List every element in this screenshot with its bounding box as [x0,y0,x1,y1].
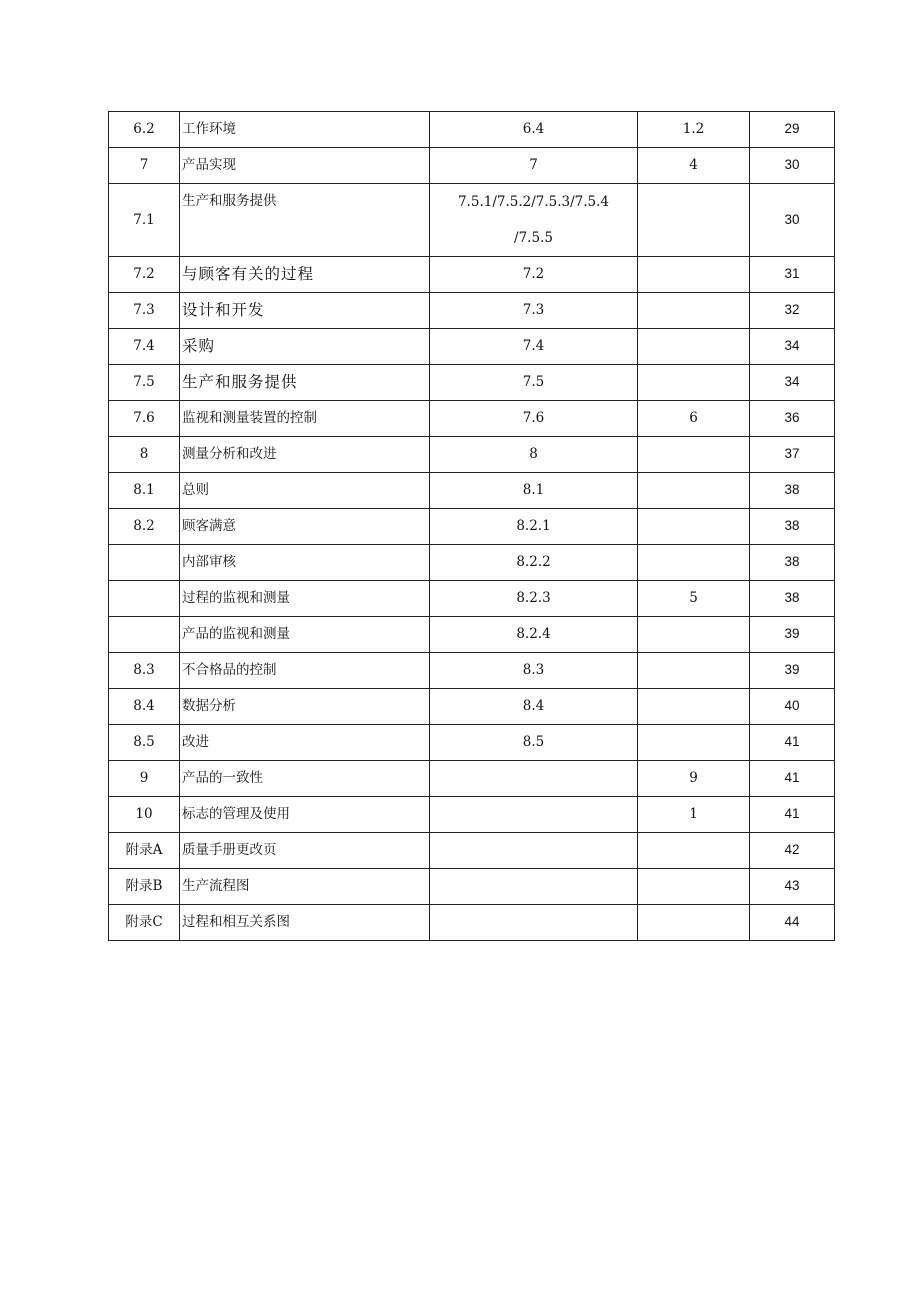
page-number: 31 [750,257,835,293]
table-row [109,509,835,545]
iso-reference: 7.4 [430,329,638,365]
iso-reference: 7.5 [430,365,638,401]
page-number: 37 [750,437,835,473]
table-row [109,437,835,473]
table-row [109,617,835,653]
other-reference: 1 [638,797,750,833]
iso-reference [430,761,638,797]
other-reference [638,293,750,329]
other-reference [638,617,750,653]
table-row [109,329,835,365]
page-number: 32 [750,293,835,329]
iso-reference: 8.1 [430,473,638,509]
other-reference [638,689,750,725]
clause-number: 6.2 [109,112,180,148]
page-number: 38 [750,509,835,545]
other-reference [638,869,750,905]
other-reference [638,725,750,761]
iso-reference: 8.2.3 [430,581,638,617]
clause-number: 附录A [109,833,180,869]
iso-reference [430,869,638,905]
table-row [109,689,835,725]
contents-table [108,111,835,941]
table-row [109,112,835,148]
iso-reference: 8.4 [430,689,638,725]
section-title: 数据分析 [180,689,430,725]
section-title: 过程和相互关系图 [180,905,430,941]
section-title: 标志的管理及使用 [180,797,430,833]
page-number: 36 [750,401,835,437]
table-row [109,761,835,797]
iso-reference: 7.3 [430,293,638,329]
page-number: 34 [750,365,835,401]
other-reference: 1.2 [638,112,750,148]
section-title: 产品的监视和测量 [180,617,430,653]
iso-reference-line: /7.5.5 [514,230,553,246]
table-row [109,365,835,401]
page-number: 30 [750,184,835,257]
other-reference: 4 [638,148,750,184]
clause-number: 7 [109,148,180,184]
iso-reference [430,184,638,257]
clause-number [109,617,180,653]
page-number: 39 [750,653,835,689]
section-title: 产品的一致性 [180,761,430,797]
iso-reference [430,797,638,833]
clause-number: 7.5 [109,365,180,401]
clause-number: 8.5 [109,725,180,761]
clause-number: 8.4 [109,689,180,725]
page-number: 34 [750,329,835,365]
clause-number: 8 [109,437,180,473]
clause-number: 8.1 [109,473,180,509]
section-title: 生产流程图 [180,869,430,905]
iso-reference: 8.5 [430,725,638,761]
table-row [109,545,835,581]
section-title: 过程的监视和测量 [180,581,430,617]
clause-number: 10 [109,797,180,833]
page-number: 41 [750,725,835,761]
other-reference: 5 [638,581,750,617]
clause-number [109,581,180,617]
section-title: 内部审核 [180,545,430,581]
table-row [109,905,835,941]
other-reference [638,653,750,689]
section-title: 改进 [180,725,430,761]
clause-number: 7.6 [109,401,180,437]
iso-reference-line: 7.5.1/7.5.2/7.5.3/7.5.4 [457,194,610,210]
section-title: 与顾客有关的过程 [180,257,430,293]
other-reference [638,509,750,545]
page-number: 30 [750,148,835,184]
iso-reference: 8.2.1 [430,509,638,545]
section-title: 生产和服务提供 [180,184,430,257]
clause-number: 9 [109,761,180,797]
table-row [109,401,835,437]
iso-reference: 8.2.2 [430,545,638,581]
clause-number: 8.3 [109,653,180,689]
other-reference [638,329,750,365]
page-number: 29 [750,112,835,148]
section-title: 测量分析和改进 [180,437,430,473]
iso-reference: 8.2.4 [430,617,638,653]
section-title: 产品实现 [180,148,430,184]
iso-reference: 8 [430,437,638,473]
table-row [109,581,835,617]
other-reference [638,365,750,401]
clause-number: 8.2 [109,509,180,545]
other-reference [638,473,750,509]
iso-reference [430,833,638,869]
table-row [109,184,835,257]
table-row [109,653,835,689]
section-title: 监视和测量装置的控制 [180,401,430,437]
table-row [109,293,835,329]
other-reference [638,184,750,257]
page-number: 44 [750,905,835,941]
clause-number: 附录C [109,905,180,941]
page-number: 40 [750,689,835,725]
other-reference [638,545,750,581]
other-reference [638,437,750,473]
iso-reference [430,905,638,941]
table-row [109,473,835,509]
page-number: 41 [750,761,835,797]
table-row [109,797,835,833]
other-reference [638,833,750,869]
section-title: 不合格品的控制 [180,653,430,689]
iso-reference: 6.4 [430,112,638,148]
clause-number: 7.2 [109,257,180,293]
section-title: 采购 [180,329,430,365]
page-number: 43 [750,869,835,905]
other-reference: 6 [638,401,750,437]
page-number: 42 [750,833,835,869]
table-row [109,833,835,869]
clause-number: 附录B [109,869,180,905]
iso-reference: 7.6 [430,401,638,437]
iso-reference: 8.3 [430,653,638,689]
clause-number: 7.4 [109,329,180,365]
section-title: 设计和开发 [180,293,430,329]
other-reference [638,905,750,941]
page-number: 38 [750,473,835,509]
page-number: 41 [750,797,835,833]
section-title: 总则 [180,473,430,509]
section-title: 工作环境 [180,112,430,148]
clause-number: 7.1 [109,184,180,257]
section-title: 生产和服务提供 [180,365,430,401]
iso-reference: 7 [430,148,638,184]
section-title: 质量手册更改页 [180,833,430,869]
page-number: 38 [750,581,835,617]
clause-number [109,545,180,581]
iso-reference: 7.2 [430,257,638,293]
other-reference: 9 [638,761,750,797]
table-row [109,257,835,293]
table-row [109,725,835,761]
page-number: 39 [750,617,835,653]
table-row [109,148,835,184]
table-row [109,869,835,905]
clause-number: 7.3 [109,293,180,329]
other-reference [638,257,750,293]
section-title: 顾客满意 [180,509,430,545]
page-number: 38 [750,545,835,581]
